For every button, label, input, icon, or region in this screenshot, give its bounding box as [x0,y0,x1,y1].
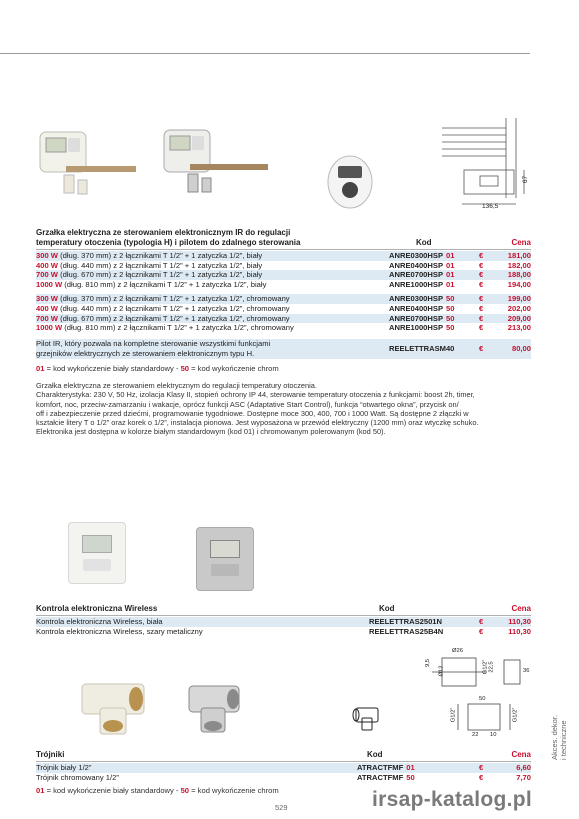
row-price: 110,30 [508,626,531,636]
row-finish: 50 [446,303,455,313]
row-desc-text: (dług. 440 mm) z 2 łącznikami T 1/2” + 1 zatyczka 1/2”, chromowany [57,303,290,313]
heater-rows-white [36,251,531,289]
tee-legend: 01 = kod wykończenie biały standardowy - 50 = kod wykończenie chrom [36,786,279,796]
row-finish: 50 [406,772,415,782]
row-currency-cell [479,304,491,314]
dim-95: 9,5 [425,658,432,668]
row-price: 199,00 [507,294,531,304]
row-currency-cell [479,280,491,290]
table-row [36,763,531,773]
row-price: 110,30 [508,617,531,626]
row-desc-text: Trójnik biały 1/2” [36,763,92,772]
row-code: ANRE1000HSP [389,323,444,333]
dim-d26: Ø26 [452,648,463,654]
wireless-grey-image [196,527,254,591]
row-desc-text: Kontrola elektroniczna Wireless, szary metaliczny [36,626,203,636]
dim-225: 22,5 [488,661,495,673]
row-finish: 01 [446,251,455,260]
row-power: 400 W [36,260,58,270]
row-code: ANRE0400HSP [389,303,444,313]
heater-rows-chrome [36,294,531,332]
row-desc-text: Kontrola elektroniczna Wireless, biała [36,617,163,626]
diagram-dim-height: 67 [522,175,530,184]
remote-desc-line2: grzejników elektrycznych ze sterowaniem elektronicznym typu H. [36,348,255,358]
remote-code: REELETTRASM40 [389,343,455,353]
row-price: 182,00 [507,260,531,270]
tee-sketch-image [350,700,386,734]
row-code-cell [389,261,479,271]
row-price-cell [491,270,531,280]
description-line: Charakterystyka: 230 V, 50 Hz, izolacja Klasy II, stopień ochrony IP 44, sterowanie temperatury otoczenia z funkcjami: boost 2h, timer, [36,390,475,400]
row-desc-text: (dług. 670 mm) z 2 łącznikami T 1/2” + 1 zatyczka 1/2”, chromowany [57,313,290,323]
tee-col-cena: Cena [511,749,531,759]
description-line: Grzałka elektryczna ze sterowaniem elektrycznym do regulacji temperatury otoczenia. [36,381,317,390]
description-line: Elektronika jest dostępna w kolorze białym standardowym (kod 01) i chromowanym polerowanym (kod 50). [36,427,386,437]
row-price: 6,60 [516,763,531,772]
row-price-cell [491,304,531,314]
remote-control-image [322,150,378,212]
row-finish: 01 [406,763,415,772]
row-power: 1000 W [36,323,63,333]
row-price-cell [491,323,531,333]
row-currency: € [479,617,484,626]
row-description [36,323,389,333]
row-price: 194,00 [507,279,531,289]
row-description [36,314,389,324]
row-description [36,280,389,290]
row-code: REELETTRAS25B4N [369,626,444,636]
row-code-cell [369,617,479,627]
row-code: ATRACTFMF [357,763,404,772]
row-desc-text: (dług. 810 mm) z 2 łącznikami T 1/2” + 1 zatyczka 1/2”, chromowany [62,323,294,333]
wireless-table [36,603,531,636]
row-code: REELETTRAS2501N [369,617,443,626]
description-line: kształcie litery T o 1/2” oraz korek o 1/2”, instalacja pionowa. Jest wyposażona w przewód elektryczny (1200 mm) oraz wtyczkę schuko. [36,418,479,428]
row-currency: € [479,323,484,333]
row-description [36,270,389,280]
row-code: ANRE1000HSP [389,279,444,289]
row-power: 700 W [36,270,58,280]
row-desc-text: (dług. 370 mm) z 2 łącznikami T 1/2” + 1 zatyczka 1/2”, chromowany [57,294,290,304]
page-number: 529 [275,803,288,812]
row-currency: € [479,294,484,304]
row-desc-text: (dług. 370 mm) z 2 łącznikami T 1/2” + 1 zatyczka 1/2”, biały [57,251,263,260]
table-row [36,280,531,290]
row-price: 202,00 [507,303,531,313]
row-currency: € [479,626,484,636]
heater-description [36,381,531,437]
row-code-cell [389,323,479,333]
row-description [36,773,357,783]
row-currency-cell [479,270,491,280]
row-price: 188,00 [507,270,531,280]
wireless-table-title: Kontrola elektroniczna Wireless [36,603,158,613]
dim-d12: Ø12 [438,665,445,677]
tee-rows [36,763,531,782]
tee-dimension-diagram [424,646,544,746]
heater-table-title: Grzałka elektryczna ze sterowaniem elektronicznym IR do regulacji temperatury otoczenia (typologia H) i pilotem do zdalnego sterowania [36,228,301,247]
row-price-cell [491,294,531,304]
row-currency-cell [479,261,491,271]
description-line: komfort, noc, przeciw-zamarzaniu i wakacje, oprócz funkcji ASC (Adaptative Start Control), funkcja “otwartego okna”, przycisk on/ [36,399,459,409]
dim-50: 50 [479,696,486,702]
heater-legend: 01 = kod wykończenie biały standardowy - 50 = kod wykończenie chrom [36,363,279,373]
remote-desc-line1: Pilot IR, który pozwala na kompletne sterowanie wszystkimi funkcjami [36,339,271,349]
row-currency: € [479,251,484,260]
table-row [36,304,531,314]
heater-white-image [36,120,136,200]
remote-price: 80,00 [511,343,531,353]
tee-chrome-image [185,672,243,736]
table-row [36,251,531,261]
table-row [36,261,531,271]
row-description [36,251,389,261]
row-price-cell [491,617,531,627]
row-currency-cell [479,323,491,333]
table-row [36,314,531,324]
row-code-cell [389,280,479,290]
wireless-col-cena: Cena [511,603,531,613]
wireless-col-kod: Kod [379,603,395,613]
row-price-cell [491,280,531,290]
row-description [36,294,389,304]
row-code-cell [357,773,479,783]
row-currency-cell [479,294,491,304]
dim-36: 36 [523,668,530,674]
row-currency: € [479,763,484,772]
row-currency-cell [479,314,491,324]
row-description [36,617,369,627]
row-currency: € [479,303,484,313]
row-price: 213,00 [507,323,531,333]
dim-g12a: G1/2” [482,659,489,675]
table-row [36,270,531,280]
remote-currency: € [479,343,484,353]
row-price: 209,00 [507,313,531,323]
row-code-cell [389,314,479,324]
row-power: 1000 W [36,279,63,289]
row-currency-cell [479,763,491,773]
row-currency: € [479,313,484,323]
side-category-label: Akces. dekor. i techniczne [550,714,568,760]
row-code: ANRE0300HSP [389,294,444,304]
description-line: off i zabezpieczenie przed dziećmi, programowanie tygodniowe. Dostępne moce 300, 400, 700 i 1000 Watt. Są dostępne 2 złączki w [36,408,469,418]
row-finish: 50 [446,313,455,323]
table-row [36,617,531,627]
row-code-cell [369,627,479,637]
row-code: ANRE0700HSP [389,270,444,280]
row-price: 7,70 [516,772,531,782]
row-currency-cell [479,617,491,627]
row-code-cell [389,304,479,314]
row-code: ATRACTFMF [357,772,404,782]
row-desc-text: (dług. 670 mm) z 2 łącznikami T 1/2” + 1 zatyczka 1/2”, biały [57,270,263,280]
row-price-cell [491,763,531,773]
row-finish: 01 [446,279,455,289]
wireless-rows [36,617,531,636]
row-currency: € [479,260,484,270]
table-row [36,323,531,333]
table-row [36,773,531,783]
row-code-cell [389,270,479,280]
row-currency-cell [479,627,491,637]
row-price-cell [491,773,531,783]
row-price-cell [491,261,531,271]
row-currency: € [479,772,484,782]
row-desc-text: (dług. 810 mm) z 2 łącznikami T 1/2” + 1 zatyczka 1/2”, biały [62,279,267,289]
row-code: ANRE0300HSP [389,251,444,260]
row-power: 300 W [36,294,58,304]
row-power: 400 W [36,303,58,313]
wireless-white-image [68,522,126,584]
row-code-cell [357,763,479,773]
row-desc-text: Trójnik chromowany 1/2” [36,772,119,782]
row-code-cell [389,294,479,304]
row-currency-cell [479,251,491,261]
diagram-dim-width: 136,5 [482,203,499,210]
row-currency: € [479,279,484,289]
row-description [36,627,369,637]
row-power: 700 W [36,313,58,323]
heater-col-kod: Kod [416,238,432,248]
watermark: irsap-katalog.pl [372,788,533,811]
row-currency: € [479,270,484,280]
row-desc-text: (dług. 440 mm) z 2 łącznikami T 1/2” + 1 zatyczka 1/2”, biały [57,260,263,270]
tee-white-image [76,666,150,736]
row-price: 181,00 [507,251,531,260]
row-description [36,304,389,314]
table-row [36,627,531,637]
row-finish: 50 [446,294,455,304]
row-code-cell [389,251,479,261]
row-code: ANRE0400HSP [389,260,444,270]
heater-dimension-diagram [434,118,536,214]
row-description [36,261,389,271]
tee-col-kod: Kod [367,749,383,759]
heater-chrome-image [160,120,270,200]
dim-22: 22 [472,732,479,738]
row-finish: 01 [446,260,455,270]
remote-row [36,339,531,359]
row-code: ANRE0700HSP [389,313,444,323]
row-power: 300 W [36,251,58,260]
heater-table [36,228,531,373]
table-row [36,294,531,304]
row-description [36,763,357,773]
dim-g12c: G1/2” [512,707,519,723]
dim-10: 10 [490,732,497,738]
heater-col-cena: Cena [511,238,531,248]
row-finish: 50 [446,323,455,333]
row-price-cell [491,314,531,324]
row-currency-cell [479,773,491,783]
dim-g12b: G1/2” [450,707,457,723]
row-finish: 01 [446,270,455,280]
top-rule [0,53,530,54]
row-price-cell [491,251,531,261]
tee-table-title: Trójniki [36,749,65,759]
row-price-cell [491,627,531,637]
